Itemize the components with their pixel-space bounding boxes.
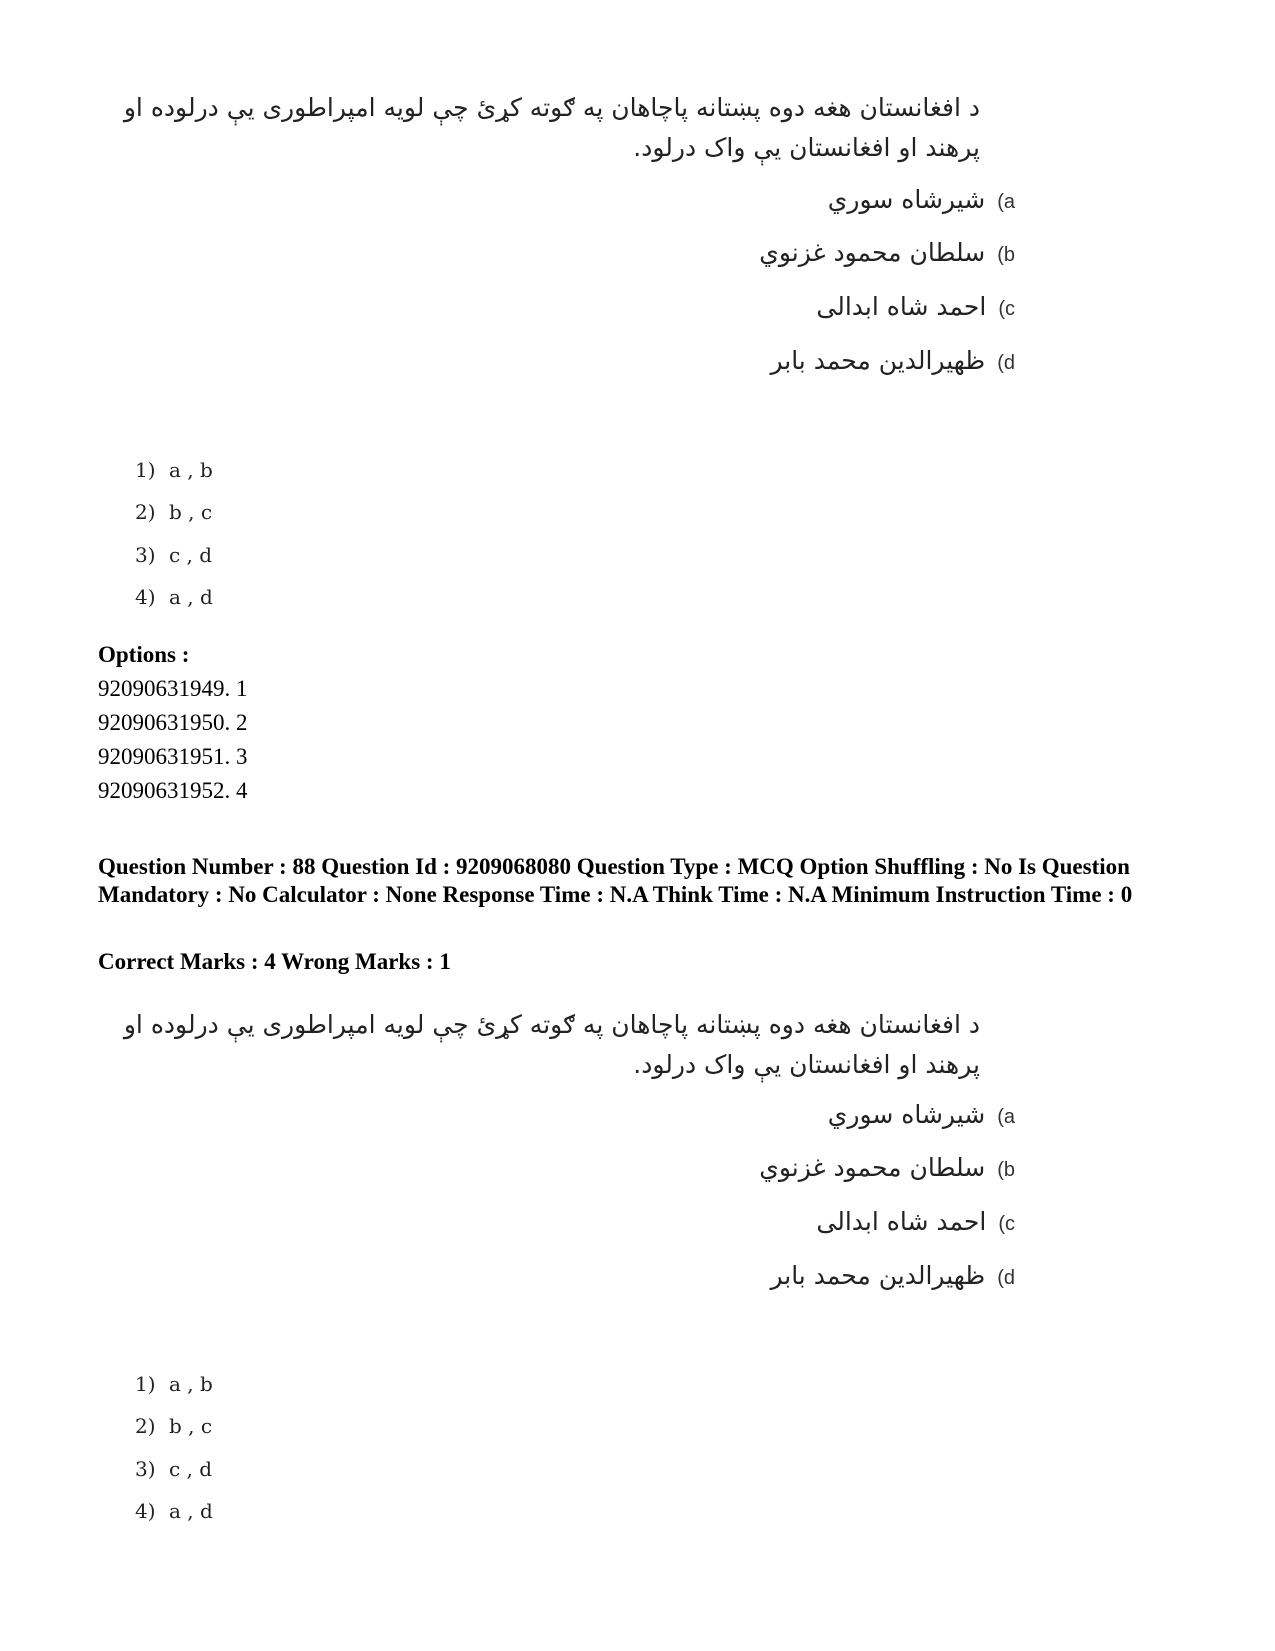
answer-choice-3 <box>135 543 212 567</box>
answer-text: c , d <box>169 1457 213 1481</box>
answer-number: 2) <box>135 1414 156 1438</box>
sub-option-d <box>770 346 1015 375</box>
sub-option-a <box>828 1100 1015 1129</box>
sub-option-c <box>816 1207 1015 1236</box>
sub-option-text: ظهیرالدین محمد بابر <box>770 346 986 375</box>
sub-option-letter: c) <box>998 1213 1015 1235</box>
answer-number: 3) <box>135 543 156 567</box>
sub-option-text: احمد شاه ابدالی <box>816 292 987 321</box>
answer-text: a , d <box>169 585 213 609</box>
sub-option-b <box>759 1153 1015 1182</box>
answer-text: b , c <box>169 500 213 524</box>
stem-line-2: پرهند او افغانستان یې واک درلود. <box>633 1050 980 1079</box>
stem-line-2: پرهند او افغانستان یې واک درلود. <box>633 133 980 162</box>
answer-text: a , b <box>169 1372 213 1396</box>
answer-number: 1) <box>135 1372 156 1396</box>
sub-option-c <box>816 292 1015 321</box>
stem-line-1: د افغانستان هغه دوه پښتانه پاچاهان په ګوته کړئ چې لویه امپراطوری یې درلوده او <box>123 1010 980 1039</box>
sub-option-text: احمد شاه ابدالی <box>816 1207 987 1236</box>
sub-option-text: شیرشاه سوري <box>827 1100 986 1129</box>
sub-option-letter: c) <box>998 298 1015 320</box>
answer-choice-1 <box>135 458 213 482</box>
sub-option-letter: d) <box>997 352 1015 374</box>
sub-option-letter: a) <box>997 1106 1015 1128</box>
question-marks: Correct Marks : 4 Wrong Marks : 1 <box>98 949 451 974</box>
answer-choice-3 <box>135 1457 212 1481</box>
answer-choice-2 <box>135 1414 212 1438</box>
answer-choice-1 <box>135 1372 213 1396</box>
question-stem <box>123 88 980 168</box>
sub-option-letter: d) <box>997 1267 1015 1289</box>
answer-text: a , b <box>169 458 213 482</box>
question-meta: Question Number : 88 Question Id : 9209068080 Question Type : MCQ Option Shuffling : No Is Question Mandatory : No Calculator : None Response Time : N.A Think Time : N.A Minimum Instruction Time : 0 <box>98 854 1133 907</box>
stem-line-1: د افغانستان هغه دوه پښتانه پاچاهان په ګوته کړئ چې لویه امپراطوری یې درلوده او <box>123 93 980 122</box>
sub-option-text: سلطان محمود غزنوي <box>759 1153 986 1182</box>
sub-option-a <box>828 185 1015 214</box>
answer-text: b , c <box>169 1414 213 1438</box>
sub-option-b <box>759 238 1015 267</box>
option-id-3: 92090631951. 3 <box>98 744 248 769</box>
answer-text: c , d <box>169 543 213 567</box>
answer-choice-4 <box>135 1499 213 1523</box>
answer-number: 1) <box>135 458 156 482</box>
option-id-4: 92090631952. 4 <box>98 778 248 803</box>
answer-number: 4) <box>135 585 156 609</box>
answer-text: a , d <box>169 1499 213 1523</box>
options-heading: Options : <box>98 642 190 667</box>
sub-option-letter: b) <box>997 1159 1015 1181</box>
answer-choice-4 <box>135 585 213 609</box>
sub-option-letter: a) <box>997 191 1015 213</box>
answer-number: 4) <box>135 1499 156 1523</box>
sub-option-text: شیرشاه سوري <box>827 185 986 214</box>
option-id-1: 92090631949. 1 <box>98 676 248 701</box>
answer-number: 2) <box>135 500 156 524</box>
question-stem <box>123 1005 980 1085</box>
sub-option-d <box>770 1261 1015 1290</box>
answer-choice-2 <box>135 500 212 524</box>
option-id-2: 92090631950. 2 <box>98 710 248 735</box>
answer-number: 3) <box>135 1457 156 1481</box>
sub-option-letter: b) <box>997 244 1015 266</box>
sub-option-text: سلطان محمود غزنوي <box>759 238 986 267</box>
sub-option-text: ظهیرالدین محمد بابر <box>770 1261 986 1290</box>
